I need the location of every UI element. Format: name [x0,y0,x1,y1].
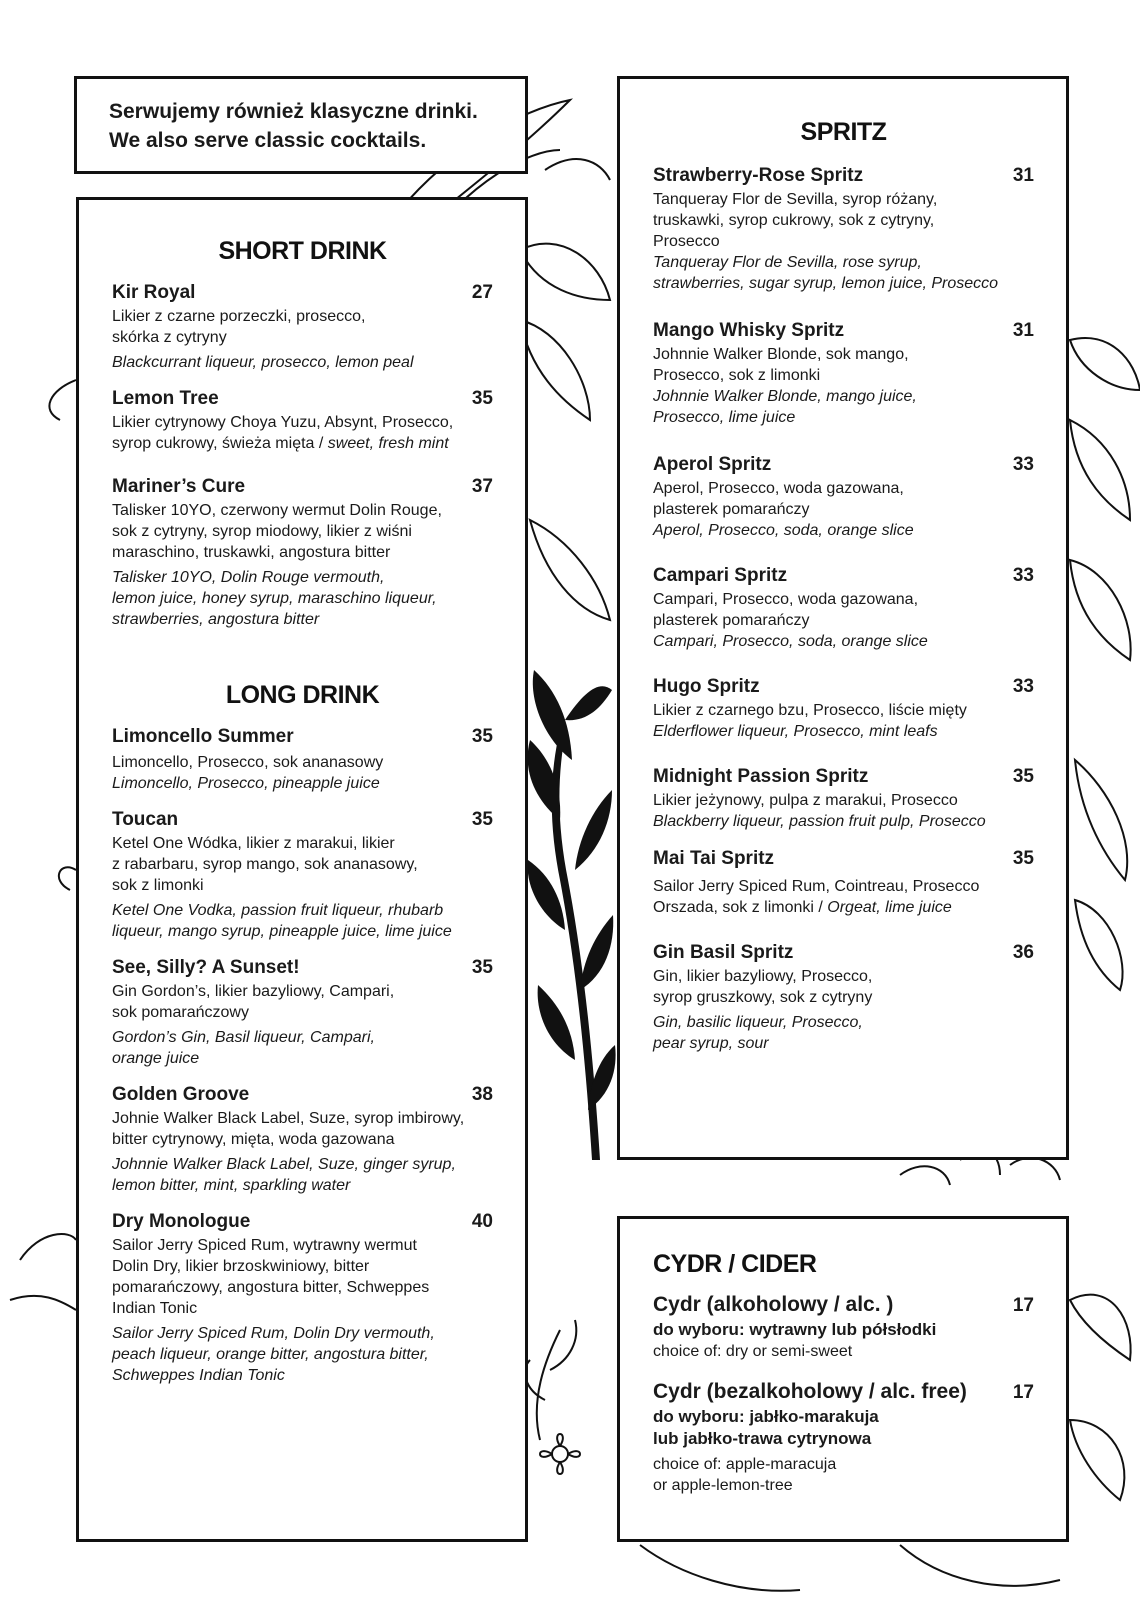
menu-item [112,474,493,630]
item-price: 27 [471,282,493,303]
item-price: 17 [1012,1295,1034,1316]
item-name: Midnight Passion Spritz [653,766,869,787]
item-name: Campari Spritz [653,565,788,586]
item-desc-pl: Likier jeżynowy, pulpa z marakui, Prosecco [653,792,958,809]
item-desc-en: Ketel One Vodka, passion fruit liqueur, rhubarb [112,902,444,919]
item-desc-pl: Limoncello, Prosecco, sok ananasowy [112,754,384,771]
item-desc-pl: plasterek pomarańczy [653,612,810,629]
item-desc-en: Sailor Jerry Spiced Rum, Dolin Dry vermouth, [112,1325,435,1342]
menu-item [112,807,493,942]
note-line-en: We also serve classic cocktails. [109,129,427,152]
item-name: Aperol Spritz [653,454,772,475]
item-desc-en: Gordon’s Gin, Basil liqueur, Campari, [112,1029,375,1046]
item-name: Dry Monologue [112,1211,251,1232]
item-desc-pl-part: Orszada, sok z limonki / [653,899,828,916]
item-desc-pl: Likier z czarne porzeczki, prosecco, [112,308,366,325]
item-desc-pl: sok z limonki [112,877,204,894]
item-desc-pl: Aperol, Prosecco, woda gazowana, [653,480,904,497]
menu-item [653,452,1034,541]
item-price: 35 [1012,848,1034,869]
classic-drinks-note [74,76,528,174]
item-price: 17 [1012,1382,1034,1403]
item-desc-en: Aperol, Prosecco, soda, orange slice [653,522,914,539]
menu-item [653,764,1034,832]
item-price: 37 [471,476,493,497]
menu-item [112,1082,493,1196]
item-desc-en: strawberries, sugar syrup, lemon juice, Prosecco [653,275,999,292]
item-name: Strawberry-Rose Spritz [653,165,864,186]
item-desc-pl: sok z cytryny, syrop miodowy, likier z wiśni [112,523,412,540]
item-price: 35 [471,957,493,978]
item-desc-pl: Likier cytrynowy Choya Yuzu, Absynt, Prosecco, [112,414,454,431]
item-price: 35 [471,388,493,409]
item-choice-en: choice of: apple-maracuja [653,1456,837,1473]
item-desc-en: Schweppes Indian Tonic [112,1367,285,1384]
item-price: 33 [1012,565,1034,586]
menu-item [653,846,1034,918]
item-desc-pl: maraschino, truskawki, angostura bitter [112,544,391,561]
item-desc-en: Johnnie Walker Black Label, Suze, ginger syrup, [112,1156,456,1173]
menu-item [653,674,1034,742]
item-desc-en: lemon bitter, mint, sparkling water [112,1177,351,1194]
long-drink-title: LONG DRINK [225,681,380,709]
item-desc-pl: Ketel One Wódka, likier z marakui, likier [112,835,395,852]
item-desc-pl: Johnnie Walker Blonde, sok mango, [653,346,909,363]
item-name: Cydr (bezalkoholowy / alc. free) [653,1380,967,1403]
item-choice-pl: do wyboru: wytrawny lub półsłodki [653,1320,937,1339]
item-desc-pl: plasterek pomarańczy [653,501,810,518]
short-drink-title: SHORT DRINK [218,237,387,265]
item-price: 35 [471,809,493,830]
menu-item [653,318,1034,428]
menu-item [653,163,1034,294]
item-desc-en: Limoncello, Prosecco, pineapple juice [112,775,380,792]
item-desc-en: liqueur, mango syrup, pineapple juice, lime juice [112,923,452,940]
item-choice-pl: do wyboru: jabłko-marakuja [653,1407,879,1426]
item-price: 35 [1012,766,1034,787]
item-desc-en: Elderflower liqueur, Prosecco, mint leafs [653,723,938,740]
item-desc-en: Talisker 10YO, Dolin Rouge vermouth, [112,569,385,586]
menu-item [653,563,1034,652]
item-name: Cydr (alkoholowy / alc. ) [653,1293,894,1316]
item-desc-pl [653,897,1034,918]
item-name: Toucan [112,809,179,830]
item-price: 31 [1012,165,1034,186]
item-name: Golden Groove [112,1084,250,1105]
item-desc-pl-part: syrop cukrowy, świeża mięta / [112,435,328,452]
item-desc-pl: syrop gruszkowy, sok z cytryny [653,989,873,1006]
item-name: Kir Royal [112,282,196,303]
item-name: Hugo Spritz [653,676,760,697]
item-desc-pl: Sailor Jerry Spiced Rum, Cointreau, Prosecco [653,878,980,895]
menu-item [112,280,493,373]
menu-item [112,955,493,1069]
item-desc-pl: bitter cytrynowy, mięta, woda gazowana [112,1131,395,1148]
item-desc-pl: Campari, Prosecco, woda gazowana, [653,591,919,608]
item-desc-pl: sok pomarańczowy [112,1004,249,1021]
spritz-title: SPRITZ [800,118,887,146]
item-choice-pl: lub jabłko-trawa cytrynowa [653,1429,872,1448]
menu-item [112,724,493,794]
item-desc-en: lemon juice, honey syrup, maraschino liqueur, [112,590,437,607]
menu-item [653,1291,1034,1362]
item-desc-pl: Sailor Jerry Spiced Rum, wytrawny wermut [112,1237,417,1254]
item-desc-pl: Prosecco [653,233,720,250]
item-desc-pl: Johnie Walker Black Label, Suze, syrop imbirowy, [112,1110,465,1127]
item-desc-pl: Prosecco, sok z limonki [653,367,821,384]
item-choice-en: or apple-lemon-tree [653,1477,793,1494]
item-desc-pl: z rabarbaru, syrop mango, sok ananasowy, [112,856,418,873]
spritz-panel [617,76,1069,1160]
cider-title: CYDR / CIDER [653,1250,817,1278]
item-desc-pl: Tanqueray Flor de Sevilla, syrop różany, [653,191,938,208]
item-desc-en: Blackberry liqueur, passion fruit pulp, Prosecco [653,813,986,830]
item-name: Gin Basil Spritz [653,942,794,963]
menu-item [112,1209,493,1386]
item-name: Lemon Tree [112,388,219,409]
item-desc-en: Blackcurrant liqueur, prosecco, lemon peal [112,354,414,371]
item-choice-en: choice of: dry or semi-sweet [653,1343,853,1360]
item-desc-pl: Gin Gordon’s, likier bazyliowy, Campari, [112,983,395,1000]
item-price: 31 [1012,320,1034,341]
item-desc-en: pear syrup, sour [653,1035,769,1052]
cider-panel [617,1216,1069,1542]
item-desc-en: Johnnie Walker Blonde, mango juice, [653,388,917,405]
item-price: 38 [471,1084,493,1105]
item-desc-en-tail: sweet, fresh mint [327,435,449,452]
menu-item [112,386,493,454]
item-desc-pl: Indian Tonic [112,1300,198,1317]
menu-item [653,1378,1034,1496]
item-desc-pl: Talisker 10YO, czerwony wermut Dolin Rouge, [112,502,442,519]
item-price: 36 [1012,942,1034,963]
short-long-drinks-panel [76,197,528,1542]
item-price: 35 [471,726,493,747]
item-price: 33 [1012,676,1034,697]
item-name: See, Silly? A Sunset! [112,957,300,978]
item-desc-pl: Gin, likier bazyliowy, Prosecco, [653,968,873,985]
item-desc-en: Gin, basilic liqueur, Prosecco, [653,1014,863,1031]
item-desc-pl: truskawki, syrop cukrowy, sok z cytryny, [653,212,935,229]
item-desc-pl: Dolin Dry, likier brzoskwiniowy, bitter [112,1258,370,1275]
item-desc-en: peach liqueur, orange bitter, angostura bitter, [112,1346,429,1363]
item-price: 40 [471,1211,493,1232]
item-desc-en: Tanqueray Flor de Sevilla, rose syrup, [653,254,922,271]
item-desc-en: strawberries, angostura bitter [112,611,320,628]
item-name: Mango Whisky Spritz [653,320,845,341]
menu-item [653,940,1034,1054]
item-desc-pl: skórka z cytryny [112,329,227,346]
item-desc-en-tail: Orgeat, lime juice [827,899,952,916]
item-name: Limoncello Summer [112,726,294,747]
item-price: 33 [1012,454,1034,475]
item-name: Mai Tai Spritz [653,848,775,869]
item-desc-en: orange juice [112,1050,200,1067]
item-desc-pl: Likier z czarnego bzu, Prosecco, liście mięty [653,702,967,719]
item-desc-pl [112,433,493,454]
item-desc-en: Campari, Prosecco, soda, orange slice [653,633,928,650]
item-desc-en: Prosecco, lime juice [653,409,796,426]
item-desc-pl: pomarańczowy, angostura bitter, Schweppes [112,1279,430,1296]
note-line-pl: Serwujemy również klasyczne drinki. [109,100,478,123]
item-name: Mariner’s Cure [112,476,246,497]
